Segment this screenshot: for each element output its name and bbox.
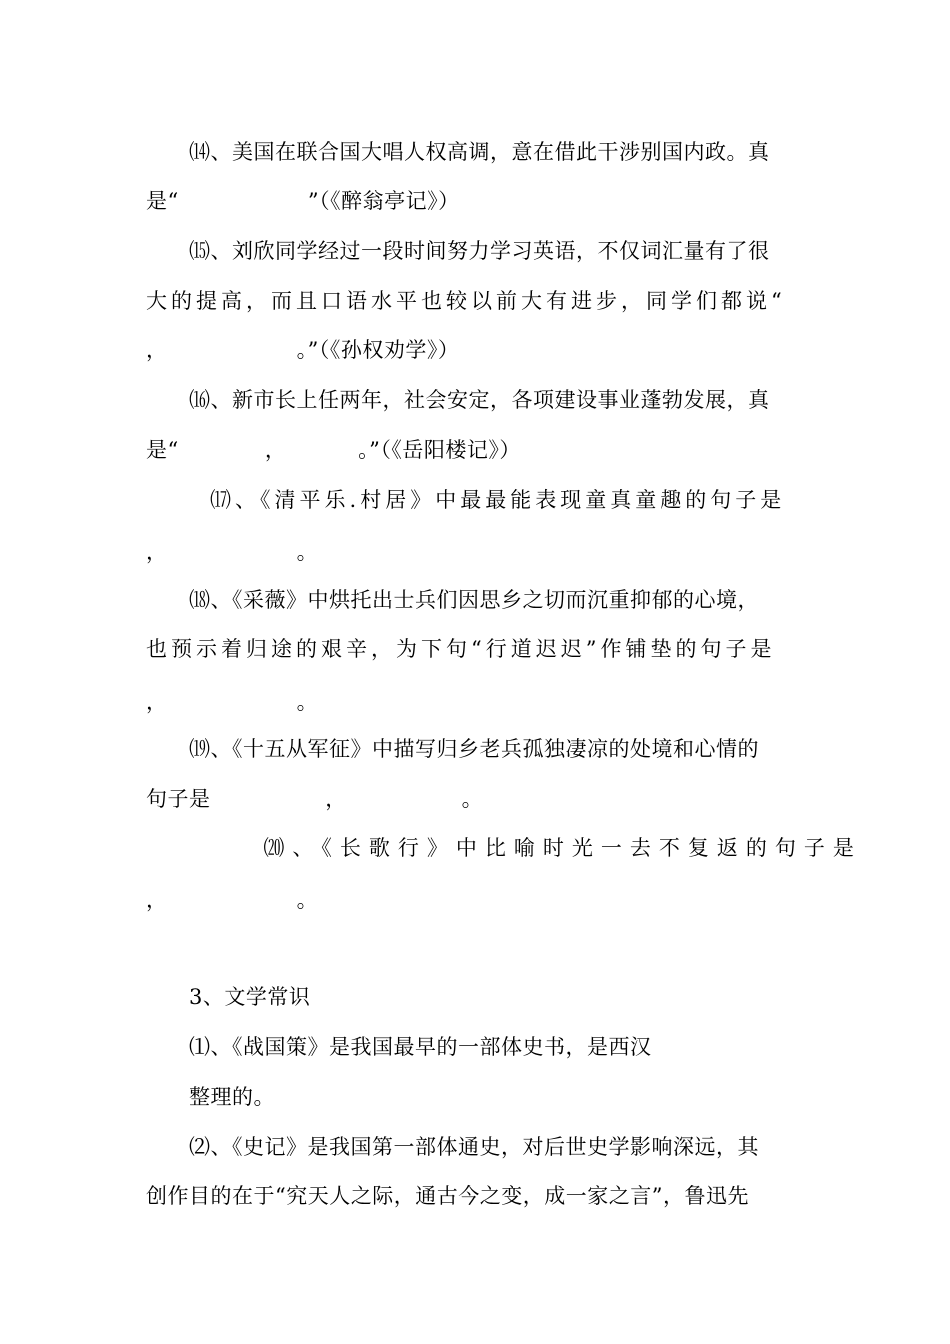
text-line: ⒂、刘欣同学经过一段时间努力学习英语，不仅词汇量有了很 — [146, 239, 770, 263]
text-line: 大的提高，而且口语水平也较以前大有进步，同学们都说“ — [146, 289, 786, 313]
section-heading: 3、文学常识 — [146, 985, 311, 1009]
text-line: ， 。 — [146, 690, 319, 714]
text-line: ⒆、《十五从军征》中描写归乡老兵孤独凄凉的处境和心情的 — [146, 737, 760, 761]
text-line: ⑴、《战国策》是我国最早的一部体史书，是西汉 — [146, 1035, 652, 1059]
text-line: ⒇、《长歌行》中比喻时光一去不复返的句子是 — [146, 836, 862, 860]
text-line: ⒃、新市长上任两年，社会安定，各项建设事业蓬勃发展，真 — [146, 388, 770, 412]
text-line: 句子是 ， 。 — [146, 787, 484, 811]
text-line: 也预示着归途的艰辛，为下句“行道迟迟”作铺垫的句子是 — [146, 637, 776, 661]
text-line: ⒄、《清平乐.村居》中最最能表现童真童趣的句子是 — [146, 488, 786, 512]
text-line: 是“ ， 。”（《岳阳楼记》） — [146, 438, 521, 462]
text-line: 创作目的在于“究天人之际，通古今之变，成一家之言”，鲁迅先 — [146, 1184, 749, 1208]
text-line: ， 。 — [146, 540, 319, 564]
text-line: ， 。”（《孙权劝学》） — [146, 338, 460, 362]
text-line: ⒅、《采薇》中烘托出士兵们因思乡之切而沉重抑郁的心境， — [146, 588, 760, 612]
text-line: 整理的。 — [146, 1085, 276, 1109]
text-line: ⒁、美国在联合国大唱人权高调，意在借此干涉别国内政。真 — [146, 140, 770, 164]
text-line: ⑵、《史记》是我国第一部体通史，对后世史学影响深远，其 — [146, 1135, 760, 1159]
text-line: ， 。 — [146, 888, 319, 912]
text-line: 是“ ”（《醉翁亭记》） — [146, 189, 460, 213]
